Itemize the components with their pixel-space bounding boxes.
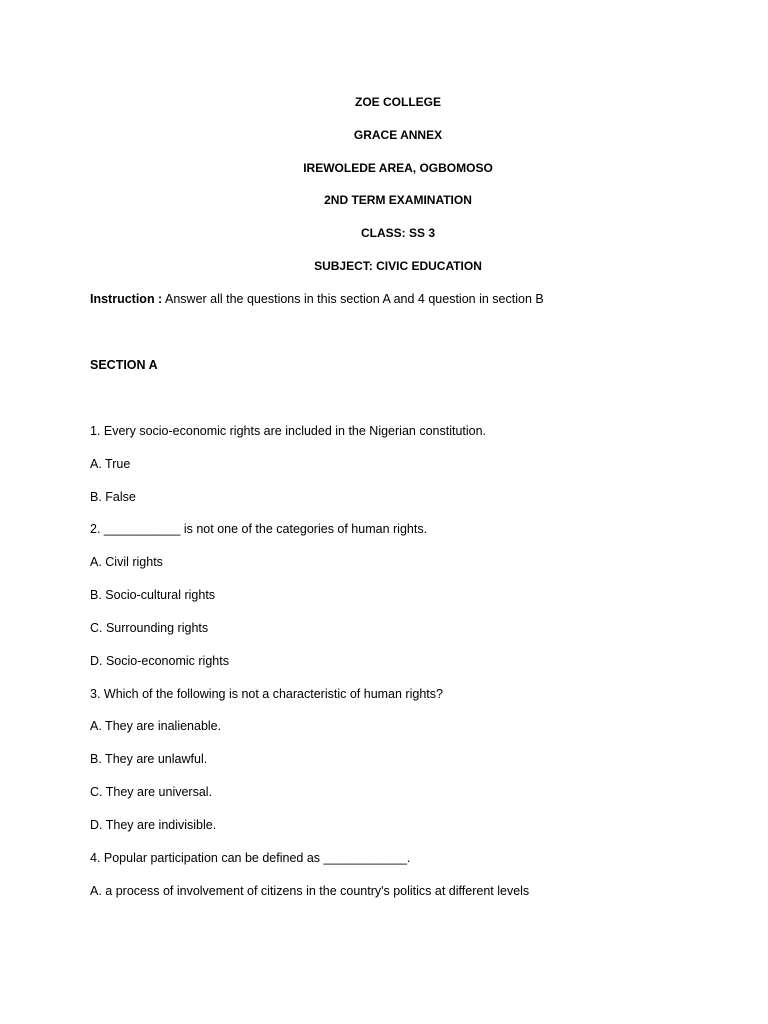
instruction-label: Instruction : (90, 292, 163, 306)
question-3-option-c: C. They are universal. (90, 785, 213, 799)
question-2: 2. ___________ is not one of the categories of human rights. (90, 522, 428, 536)
school-name: ZOE COLLEGE (354, 95, 441, 109)
exam-title: 2ND TERM EXAMINATION (324, 193, 472, 207)
question-3-option-d: D. They are indivisible. (90, 818, 217, 832)
subject-label: SUBJECT: CIVIC EDUCATION (314, 259, 482, 273)
question-2-option-b: B. Socio-cultural rights (90, 588, 216, 602)
section-a-title: SECTION A (90, 358, 158, 372)
question-3-option-b: B. They are unlawful. (90, 752, 208, 766)
question-1-option-b: B. False (90, 490, 136, 504)
question-1: 1. Every socio-economic rights are included in the Nigerian constitution. (90, 424, 487, 438)
question-3-option-a: A. They are inalienable. (90, 719, 222, 733)
question-2-option-c: C. Surrounding rights (90, 621, 209, 635)
instruction (90, 291, 544, 307)
class-label: CLASS: SS 3 (360, 226, 435, 240)
question-3: 3. Which of the following is not a characteristic of human rights? (90, 687, 443, 701)
question-2-option-d: D. Socio-economic rights (90, 654, 229, 668)
instruction-text: Answer all the questions in this section A and 4 question in section B (162, 292, 544, 306)
question-4-option-a: A. a process of involvement of citizens in the country's politics at different levels (90, 884, 530, 898)
question-2-option-a: A. Civil rights (90, 555, 163, 569)
annex-name: GRACE ANNEX (353, 128, 443, 142)
question-4: 4. Popular participation can be defined as ____________. (90, 851, 411, 865)
school-address: IREWOLEDE AREA, OGBOMOSO (303, 161, 493, 175)
question-1-option-a: A. True (90, 457, 131, 471)
